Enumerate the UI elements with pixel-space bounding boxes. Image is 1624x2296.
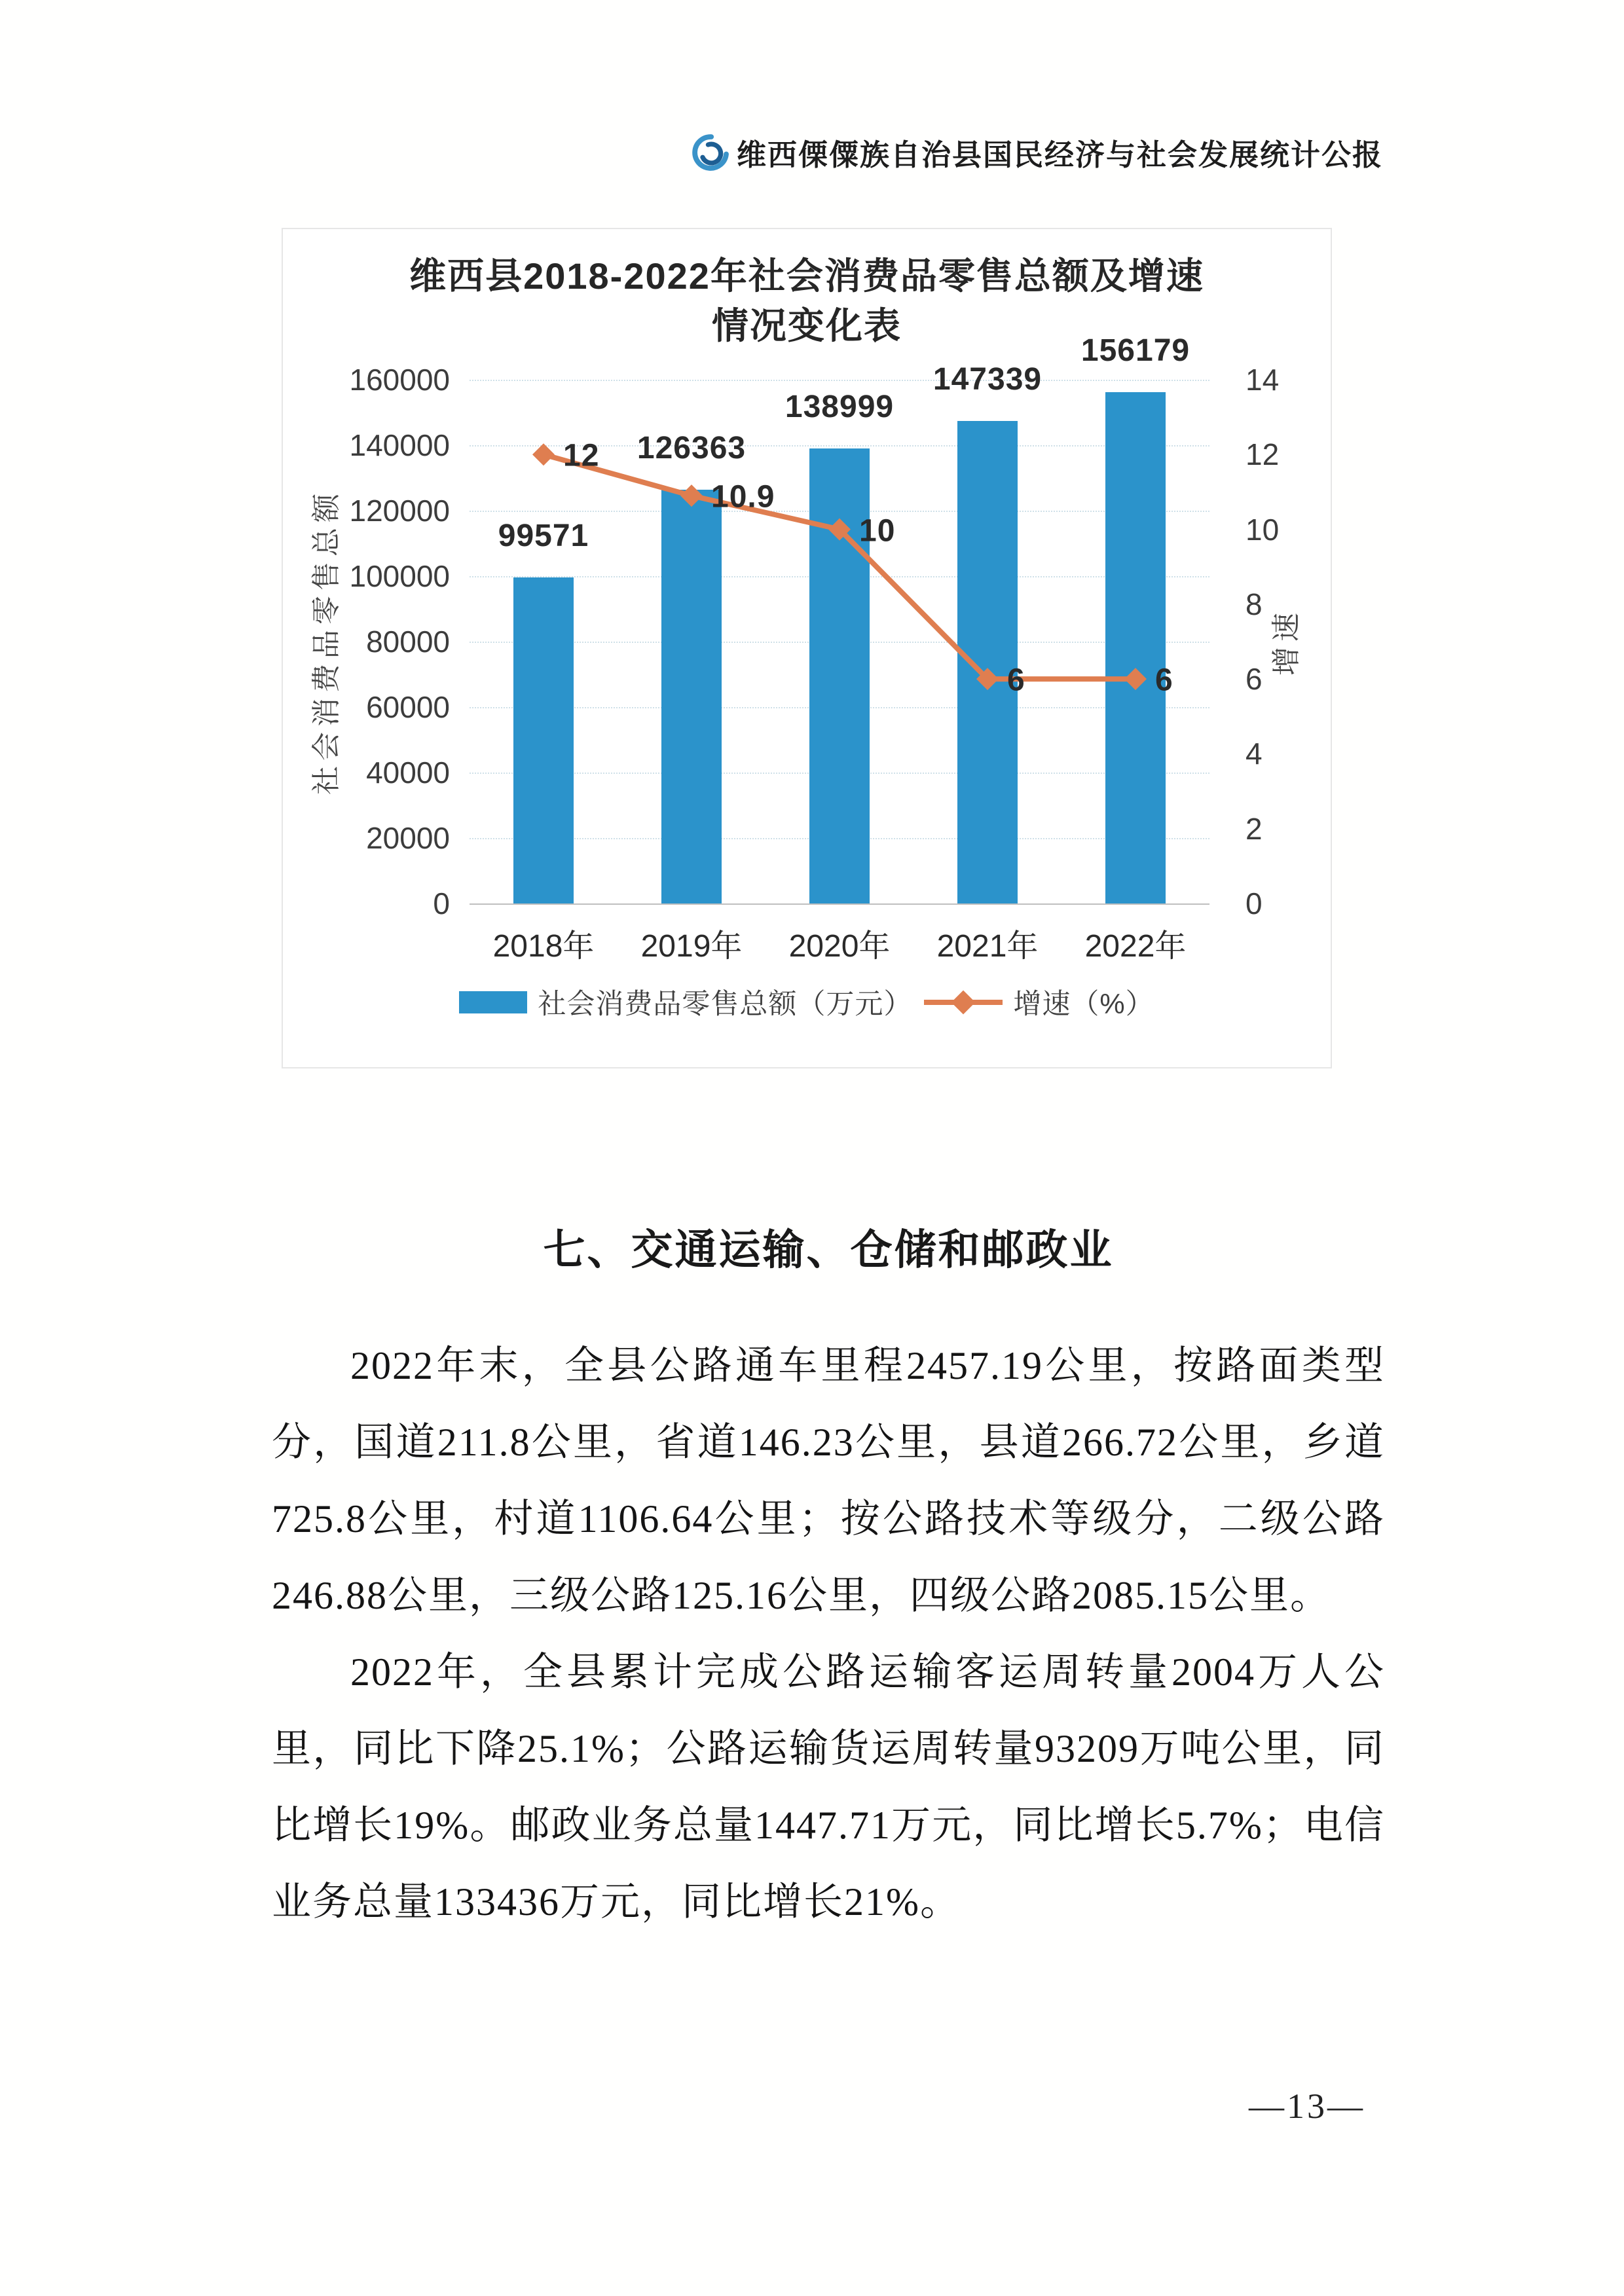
growth-line: [544, 454, 1135, 679]
page-number: —13—: [1249, 2086, 1365, 2126]
line-value-label-2022年: 6: [1155, 663, 1173, 698]
legend-item-bar: [459, 982, 912, 1022]
x-label-2018年: 2018年: [492, 929, 595, 964]
header-title: 维西傈僳族自治县国民经济与社会发展统计公报: [736, 138, 1383, 172]
right-tick-0: 0: [1246, 886, 1263, 920]
right-axis-title: 增速: [1270, 608, 1302, 676]
chart-title-line1: 维西县2018-2022年社会消费品零售总额及增速: [409, 255, 1204, 297]
left-tick-20000: 20000: [366, 821, 450, 855]
line-marker-2022年: [1124, 668, 1147, 690]
bar-value-label-2020年: 138999: [784, 390, 895, 425]
legend-line-sample: [924, 1000, 1003, 1005]
bar-value-label-2019年: 126363: [637, 431, 747, 466]
body-paragraph-2: 2022年，全县累计完成公路运输客运周转量2004万人公里，同比下降25.1%；公路运输货运周转量93209万吨公里，同比增长19%。邮政业务总量1447.71万元，同比增长5.7%；电信业务总量133436万元，同比增长21%。: [272, 1650, 1385, 1923]
x-label-2021年: 2021年: [936, 929, 1039, 964]
legend-line-marker: [951, 990, 976, 1014]
left-tick-0: 0: [433, 886, 450, 920]
right-tick-12: 12: [1246, 437, 1280, 472]
line-value-label-2018年: 12: [563, 438, 600, 473]
left-axis-title: 社会消费品零售总额: [310, 488, 342, 795]
body-paragraph-1: 2022年末，全县公路通车里程2457.19公里，按路面类型分，国道211.8公里，省道146.23公里，县道266.72公里，乡道725.8公里，村道1106.64公里；按公路技术等级分，二级公路246.88公里，三级公路125.16公里，四级公路2085.15公里。: [272, 1344, 1385, 1617]
x-label-2020年: 2020年: [788, 929, 891, 964]
left-tick-40000: 40000: [366, 756, 450, 790]
bulletin-logo-icon: [691, 133, 730, 172]
left-tick-100000: 100000: [349, 559, 450, 593]
right-tick-10: 10: [1246, 512, 1280, 547]
line-value-label-2021年: 6: [1007, 663, 1025, 698]
bar-value-label-2021年: 147339: [932, 362, 1043, 397]
chart-legend: [283, 982, 1331, 1022]
left-tick-140000: 140000: [349, 428, 450, 462]
line-value-label-2019年: 10.9: [711, 479, 775, 515]
bar-value-label-2022年: 156179: [1080, 333, 1190, 369]
right-tick-6: 6: [1246, 662, 1263, 697]
left-tick-120000: 120000: [349, 494, 450, 528]
chart-figure: [282, 228, 1332, 1068]
right-tick-8: 8: [1246, 587, 1263, 621]
section-heading: 七、交通运输、仓储和邮政业: [543, 1226, 1114, 1273]
x-label-2019年: 2019年: [640, 929, 743, 964]
legend-bar-label: 社会消费品零售总额（万元）: [538, 989, 913, 1020]
line-marker-2018年: [532, 443, 555, 465]
left-tick-80000: 80000: [366, 625, 450, 659]
page-header: [691, 131, 1383, 173]
line-value-label-2020年: 10: [859, 513, 896, 549]
x-label-2022年: 2022年: [1084, 929, 1187, 964]
line-marker-2019年: [680, 484, 703, 507]
body-text: [272, 1328, 1385, 1941]
right-tick-2: 2: [1246, 811, 1263, 846]
legend-line-label: 增速（%）: [1013, 989, 1154, 1020]
left-tick-160000: 160000: [349, 363, 450, 397]
chart-plot: [349, 333, 1280, 964]
left-tick-60000: 60000: [366, 690, 450, 724]
right-tick-4: 4: [1246, 737, 1263, 771]
right-tick-14: 14: [1246, 363, 1280, 397]
bar-value-label-2018年: 99571: [498, 519, 589, 554]
legend-bar-swatch: [459, 991, 527, 1013]
legend-item-line: [924, 982, 1154, 1022]
gridline-0: [470, 903, 1209, 905]
chart-title-line2: 情况变化表: [712, 305, 902, 346]
